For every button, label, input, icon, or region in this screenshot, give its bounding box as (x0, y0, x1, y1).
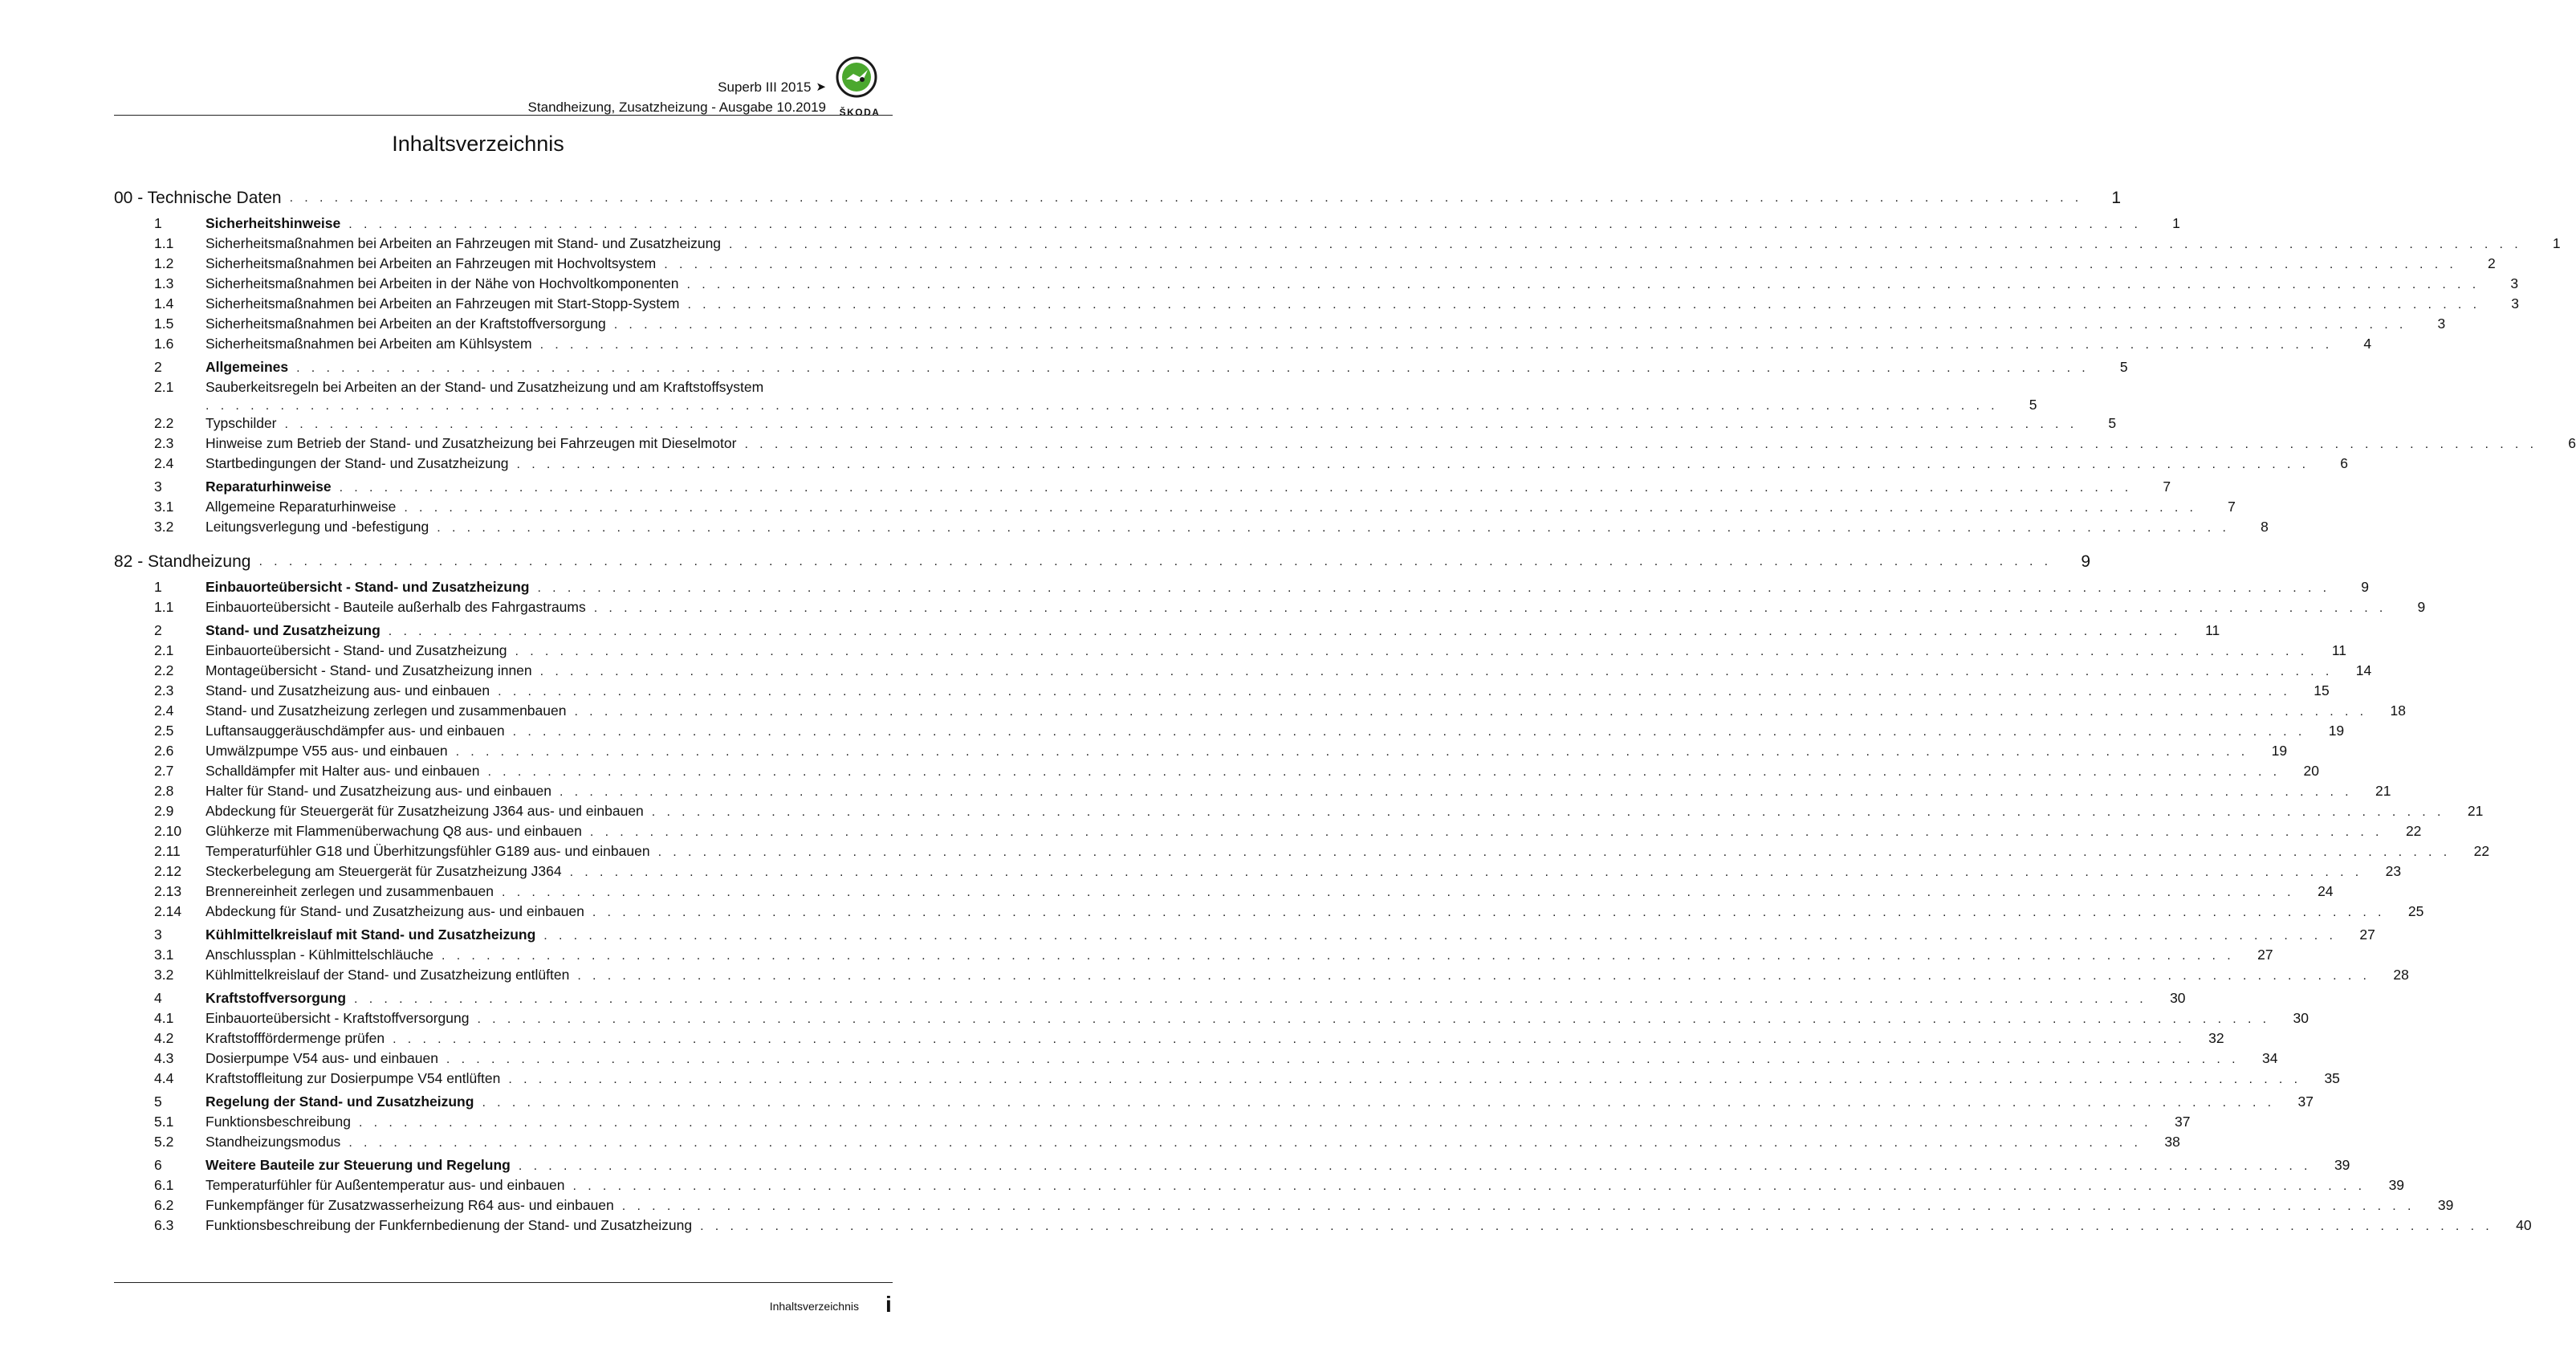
section-number: 6.1 (154, 1177, 174, 1193)
section-title: Temperaturfühler für Außentemperatur aus- und einbauen (206, 1177, 573, 1194)
dot-leader: . . . . . . . . . . . . . . . . . . . . . . . . . . . . . . . . . . . . . . . . . . . . . . . . . . . . . . . . . . . . . . . . . . . . . . . . . . . . . . . . . . . . . . . . . . . . . . . . . . . . . . . . . . . . . . . . . . . . . . . . (518, 1159, 2312, 1173)
dot-leader: . . . . . . . . . . . . . . . . . . . . . . . . . . . . . . . . . . . . . . . . . . . . . . . . . . . . . . . . . . . . . . . . . . . . . . . . . . . . . . . . . . . . . . . . . . . . . . . . . . . . . . . . . . . . . . . . . . . . . . . . (559, 785, 2353, 799)
page-number: 21 (2375, 783, 2391, 799)
dot-leader: . . . . . . . . . . . . . . . . . . . . . . . . . . . . . . . . . . . . . . . . . . . . . . . . . . . . . . . . . . . . . . . . . . . . . . . . . . . . . . . . . . . . . . . . . . . . . . . . . . . . . . . . . . . . . . . . . . . . . . . . (388, 625, 2182, 638)
toc-entry[interactable] (114, 883, 2334, 903)
page-number: 24 (2318, 883, 2334, 899)
section-title: Funktionsbeschreibung (206, 1114, 359, 1130)
page-number: 11 (2205, 622, 2220, 638)
toc-entry[interactable] (114, 1197, 2454, 1217)
section-title: Typschilder (206, 415, 285, 432)
dot-leader: . . . . . . . . . . . . . . . . . . . . . . . . . . . . . . . . . . . . . . . . . . . . . . . . . . . . . . . . . . . . . . . . . . . . . . . . . . . . . . . . . . . . . . . . . . . . . . . . . . . . . . . . . . . . . . . . . . . . . . . . (354, 992, 2147, 1006)
page-number: 1 (2111, 189, 2122, 207)
dot-leader: . . . . . . . . . . . . . . . . . . . . . . . . . . . . . . . . . . . . . . . . . . . . . . . . . . . . . . . . . . . . . . . . . . . . . . . . . . . . . . . . . . . . . . . . . . . . . . . . . . . . . . . . . . . . . . . . . . . . . . . . (348, 218, 2142, 231)
section-title: Sicherheitsmaßnahmen bei Arbeiten an Fahrzeugen mit Hochvoltsystem (206, 255, 664, 272)
dot-leader: . . . . . . . . . . . . . . . . . . . . . . . . . . . . . . . . . . . . . . . . . . . . . . . . . . . . . . . . . . . . . . . . . . . . . . . . . . . . . . . . . . . . . . . . . . . . . . . . . . . . . . . . . . . . . . . . . . . . . . . . (296, 361, 2090, 375)
header-model-line (528, 77, 826, 97)
page-number: 25 (2407, 903, 2424, 919)
toc-entry[interactable] (114, 1177, 2405, 1197)
toc-section[interactable] (114, 1093, 2314, 1114)
toc-entry[interactable] (114, 723, 2345, 743)
section-number: 4.4 (154, 1070, 174, 1086)
toc-entry[interactable] (114, 823, 2422, 843)
dot-leader: . . . . . . . . . . . . . . . . . . . . . . . . . . . . . . . . . . . . . . . . . . . . . . . . . . . . . . . . . . . . . . . . . . . . . . . . . . . . . . . . . . . . . . . . . . . . . . . . . . . . . . . . . . . . . . . . . . . . . . . . (744, 438, 2537, 451)
toc-entry[interactable] (114, 642, 2347, 662)
section-title: Luftansauggeräuschdämpfer aus- und einbauen (206, 723, 513, 739)
page-number: 37 (2175, 1114, 2191, 1130)
section-number: 6 (154, 1157, 162, 1173)
dot-leader: . . . . . . . . . . . . . . . . . . . . . . . . . . . . . . . . . . . . . . . . . . . . . . . . . . . . . . . . . . . . . . . . . . . . . . . . . . . . . . . . . . . . . . . . . . . . . . . . . . . . . . . . . . . . . . . . . . . . . . . . (206, 399, 1999, 413)
toc-entry[interactable] (114, 903, 2424, 923)
section-title: Sicherheitsmaßnahmen bei Arbeiten in der Nähe von Hochvoltkomponenten (206, 275, 687, 292)
section-number: 1.6 (154, 336, 174, 352)
toc-section[interactable] (114, 622, 2220, 642)
table-of-contents (114, 185, 2576, 1237)
section-number: 2.4 (154, 455, 174, 471)
dot-leader: . . . . . . . . . . . . . . . . . . . . . . . . . . . . . . . . . . . . . . . . . . . . . . . . . . . . . . . . . . . . . . . . . . . . . . . . . . . . . . . . . . . . . . . . . . . . . . . . . . . . . . . . . . . . . . . . . . . . . . . . (482, 1096, 2275, 1110)
toc-entry[interactable] (114, 662, 2372, 682)
dot-leader: . . . . . . . . . . . . . . . . . . . . . . . . . . . . . . . . . . . . . . . . . . . . . . . . . . . . . . . . . . . . . . . . . . . . . . . . . . . . . . . . . . . . . . . . . . . . . . . . . . . . . . . . . . . . . . . . . . . . . . . . (589, 825, 2383, 839)
page-number: 3 (2510, 275, 2519, 291)
section-title: Kühlmittelkreislauf der Stand- und Zusatzheizung entlüften (206, 967, 577, 983)
section-title: Weitere Bauteile zur Steuerung und Regelung (206, 1157, 519, 1174)
toc-entry[interactable] (114, 843, 2490, 863)
section-title: Kühlmittelkreislauf mit Stand- und Zusatzheizung (206, 926, 543, 943)
dot-leader: . . . . . . . . . . . . . . . . . . . . . . . . . . . . . . . . . . . . . . . . . . . . . . . . . . . . . . . . . . . . . . . . . . . . . . . . . . . . . . . . . . . . . . . . . . . . . . . . . . . . . . . . . . . . . . . . . . . . . . . . (664, 258, 2457, 271)
dot-leader: . . . . . . . . . . . . . . . . . . . . . . . . . . . . . . . . . . . . . . . . . . . . . . . . . . . . . . . . . . . . . . . . . . . . . . . . . . . . . . . . . . . . . . . . . . . . . . . . . . . . . . . . . . . . . . . . . . . . . . . . (577, 969, 2370, 983)
dot-leader: . . . . . . . . . . . . . . . . . . . . . . . . . . . . . . . . . . . . . . . . . . . . . . . . . . . . . . . . . . . . . . . . . . . . . . . . . . . . . . . . . . . . . . . . . . . . . . . . . . . . . . . . . . . . . . . . . . . . . . . . (455, 745, 2249, 759)
dot-leader: . . . . . . . . . . . . . . . . . . . . . . . . . . . . . . . . . . . . . . . . . . . . . . . . . . . . . . . . . . . . . . . . . . . . . . . . . . . . . . . . . . . . . . . . . . . . . . . . . . . . . . . . . . . . . . . . . . . . . . . . (284, 417, 2078, 431)
toc-entry[interactable] (114, 1070, 2340, 1090)
toc-section[interactable] (114, 926, 2375, 947)
section-number: 2.6 (154, 743, 174, 759)
section-title: Allgemeine Reparaturhinweise (206, 499, 404, 515)
toc-section[interactable] (114, 990, 2186, 1010)
dot-leader: . . . . . . . . . . . . . . . . . . . . . . . . . . . . . . . . . . . . . . . . . . . . . . . . . . . . . . . . . . . . . . . . . . . . . . . . . . . . . . . . . . . . . . . . . . . . . . . . . . . . . . . . . . . . . . . . . . . . . . . . (593, 601, 2387, 615)
section-title: Stand- und Zusatzheizung aus- und einbauen (206, 682, 498, 699)
toc-entry[interactable] (114, 336, 2372, 356)
section-number: 3.2 (154, 519, 174, 535)
dot-leader: . . . . . . . . . . . . . . . . . . . . . . . . . . . . . . . . . . . . . . . . . . . . . . . . . . . . . . . . . . . . . . . . . . . . . . . . . . . . . . . . . . . . . . . . . . . . . . . . . . . . . . . . . . . . . . . . . . . . . . . . (508, 1073, 2301, 1086)
section-title: Einbauorteübersicht - Kraftstoffversorgung (206, 1010, 477, 1027)
section-number: 5.2 (154, 1134, 174, 1150)
section-title: Standheizungsmodus (206, 1134, 348, 1150)
toc-chapter[interactable] (114, 185, 2122, 212)
page-number: 20 (2303, 763, 2319, 779)
dot-leader: . . . . . . . . . . . . . . . . . . . . . . . . . . . . . . . . . . . . . . . . . . . . . . . . . . . . . . . . . . . . . . . . . . . . . . . . . . . . . . . . . . . . . . . . . . . . . . . . . . . . . . . . . . . . . . . . . . . . . . . . (502, 886, 2295, 899)
section-title: Leitungsverlegung und -befestigung (206, 519, 437, 536)
section-number: 1.1 (154, 599, 174, 615)
page-number: 39 (2334, 1157, 2350, 1173)
section-title: Sicherheitsmaßnahmen bei Arbeiten an der Kraftstoffversorgung (206, 316, 614, 332)
page-number: 8 (2261, 519, 2269, 535)
toc-entry[interactable] (114, 275, 2519, 295)
section-title: Sauberkeitsregeln bei Arbeiten an der Stand- und Zusatzheizung und am Kraftstoffsystem (206, 379, 764, 395)
section-number: 2.14 (154, 903, 182, 919)
section-number: 1.3 (154, 275, 174, 291)
dot-leader: . . . . . . . . . . . . . . . . . . . . . . . . . . . . . . . . . . . . . . . . . . . . . . . . . . . . . . . . . . . . . . . . . . . . . . . . . . . . . . . . . . . . . . . . . . . . . . . . . . . . . . . . . . . . . . . . . . . . . . . . (574, 705, 2367, 719)
section-number: 1.5 (154, 316, 174, 332)
dot-leader: . . . . . . . . . . . . . . . . . . . . . . . . . . . . . . . . . . . . . . . . . . . . . . . . . . . . . . . . . . . . . . . . . . . . . . . . . . . . . . . . . . . . . . . . . . . . . . . . . . . . . . . . . . . . . . . . . . . . . . . . (657, 845, 2452, 859)
section-title: Dosierpumpe V54 aus- und einbauen (206, 1050, 446, 1067)
toc-entry[interactable] (114, 1134, 2180, 1154)
toc-entry[interactable] (114, 682, 2330, 702)
section-number: 3.2 (154, 967, 174, 983)
section-number: 2.1 (154, 379, 174, 395)
section-number: 1 (154, 215, 162, 231)
toc-entry[interactable] (114, 295, 2519, 316)
section-title: Funktionsbeschreibung der Funkfernbedienung der Stand- und Zusatzheizung (206, 1217, 700, 1234)
section-title: Sicherheitshinweise (206, 215, 348, 232)
dot-leader: . . . . . . . . . . . . . . . . . . . . . . . . . . . . . . . . . . . . . . . . . . . . . . . . . . . . . . . . . . . . . . . . . . . . . . . . . . . . . . . . . . . . . . . . . . . . . . . . . . . . . . . . . . . . . . . . . . . . . . . . (687, 298, 2480, 312)
chapter-title: 82 - Standheizung (114, 552, 258, 572)
page-number: 2 (2488, 255, 2496, 271)
dot-leader: . . . . . . . . . . . . . . . . . . . . . . . . . . . . . . . . . . . . . . . . . . . . . . . . . . . . . . . . . . . . . . . . . . . . . . . . . . . . . . . . . . . . . . . . . . . . . . . . . . . . . . . . . . . . . . . . . . . . . . . . (487, 765, 2281, 779)
page-number: 3 (2511, 295, 2519, 312)
dot-leader: . . . . . . . . . . . . . . . . . . . . . . . . . . . . . . . . . . . . . . . . . . . . . . . . . . . . . . . . . . . . . . . . . . . . . . . . . . . . . . . . . . . . . . . . . . . . . . . . . . . . . . . . . . . . . . . . . . . . . . . . (686, 278, 2480, 291)
toc-entry[interactable] (114, 763, 2319, 783)
dot-leader: . . . . . . . . . . . . . . . . . . . . . . . . . . . . . . . . . . . . . . . . . . . . . . . . . . . . . . . . . . . . . . . . . . . . . . . . . . . . . . . . . . . . . . . . . . . . . . . . . . . . . . . . . . . . . . . . . . . . . . . . (393, 1032, 2186, 1046)
page-number: 15 (2314, 682, 2330, 698)
page-number: 40 (2516, 1217, 2532, 1233)
section-title: Sicherheitsmaßnahmen bei Arbeiten an Fahrzeugen mit Start-Stopp-System (206, 295, 687, 312)
dot-leader: . . . . . . . . . . . . . . . . . . . . . . . . . . . . . . . . . . . . . . . . . . . . . . . . . . . . . . . . . . . . . . . . . . . . . . . . . . . . . . . . . . . . . . . . . . . . . . . . . . . . . . . . . . . . . . . . . . . . . . . . (621, 1199, 2415, 1213)
toc-entry[interactable] (114, 702, 2406, 723)
dot-leader: . . . . . . . . . . . . . . . . . . . . . . . . . . . . . . . . . . . . . . . . . . . . . . . . . . . . . . . . . . . . . . . . . . . . . . . . . . . . . . . . . . . . . . . . . . . . . . . . . . . . . . . . . . . . . . . . . . . . . . . . (539, 665, 2334, 678)
section-title: Abdeckung für Stand- und Zusatzheizung aus- und einbauen (206, 903, 592, 920)
section-title: Sicherheitsmaßnahmen bei Arbeiten an Fahrzeugen mit Stand- und Zusatzheizung (206, 235, 729, 252)
toc-section[interactable] (114, 478, 2171, 499)
toc-entry[interactable] (114, 316, 2446, 336)
dot-leader: . . . . . . . . . . . . . . . . . . . . . . . . . . . . . . . . . . . . . . . . . . . . . . . . . . . . . . . . . . . . . . . . . . . . . . . . . . . . . . . . . . . . . . . . . . . . . . . . . . . . . . . . . . . . . . . . . . . . . . . . (404, 501, 2197, 515)
dot-leader: . . . . . . . . . . . . . . . . . . . . . . . . . . . . . . . . . . . . . . . . . . . . . . . . . . . . . . . . . . . . . . . . . . . . . . . . . . . . . . . . . . . . . . . . . . . . . . . . . . . . . . . . . . . . . . . . . . . . . . . . (477, 1012, 2270, 1026)
toc-entry[interactable] (114, 863, 2402, 883)
section-number: 3.1 (154, 947, 174, 963)
dot-leader: . . . . . . . . . . . . . . . . . . . . . . . . . . . . . . . . . . . . . . . . . . . . . . . . . . . . . . . . . . . . . . . . . . . . . . . . . . . . . . . . . . . . . . . . . . . . . . . . . . . . . . . . . . . . . . . . . . . . . . . . (569, 865, 2363, 879)
section-title: Schalldämpfer mit Halter aus- und einbauen (206, 763, 487, 780)
section-number: 4.1 (154, 1010, 174, 1026)
section-title: Steckerbelegung am Steuergerät für Zusatzheizung J364 (206, 863, 570, 880)
dot-leader: . . . . . . . . . . . . . . . . . . . . . . . . . . . . . . . . . . . . . . . . . . . . . . . . . . . . . . . . . . . . . . . . . . . . . . . . . . . . . . . . . . . . . . . . . . . . . . . . . . . . . . . . . . . . . . . . . . . . . . . . (437, 521, 2230, 535)
toc-entry[interactable] (114, 967, 2409, 987)
section-number: 5.1 (154, 1114, 174, 1130)
page-number: 19 (2271, 743, 2288, 759)
page-number: 3 (2437, 316, 2446, 332)
footer-page-number: i (885, 1292, 892, 1317)
page-number: 5 (2029, 397, 2037, 413)
dot-leader: . . . . . . . . . . . . . . . . . . . . . . . . . . . . . . . . . . . . . . . . . . . . . . . . . . . . . . . . . . . . . . . . . . . . . . . . . . . . . . . . . . . . . . . . . . . . . . . . . . . . . . . . . . . . . . . . . . . . . . . . (358, 1116, 2152, 1130)
dot-leader: . . . . . . . . . . . . . . . . . . . . . . . . . . . . . . . . . . . . . . . . . . . . . . . . . . . . . . . . . . . . . . . . . . . . . . . . . . . . . . . . . . . . . . . . . . . . . . . . . . . . . . . . . . . . . . . . . . . . . . . . (572, 1179, 2366, 1193)
section-number: 2.5 (154, 723, 174, 739)
dot-leader: . . . . . . . . . . . . . . . . . . . . . . . . . . . . . . . . . . . . . . . . . . . . . . . . . . . . . . . . . . . . . . . . . . . . . . . . . . . . . . . . . . . . . . . . . . . . . . . . . . . . . . . . . . . . . . . . . . . . . . . . (512, 725, 2306, 739)
dot-leader: . . . . . . . . . . . . . . . . . . . . . . . . . . . . . . . . . . . . . . . . . . . . . . . . . . . . . . . . . . . . . . . . . . . . . . . . . . . . . . . . . . . . . . . . . . . . . . . . . . . . . . . . . . . . . . . . . . . . . . . . (446, 1053, 2240, 1066)
header-model: Superb III 2015 (718, 79, 812, 95)
section-number: 1.1 (154, 235, 174, 251)
section-number: 4 (154, 990, 162, 1006)
section-title: Startbedingungen der Stand- und Zusatzheizung (206, 455, 517, 472)
page-title: Inhaltsverzeichnis (392, 132, 564, 156)
section-title: Umwälzpumpe V55 aus- und einbauen (206, 743, 456, 759)
section-title: Glühkerze mit Flammenüberwachung Q8 aus- und einbauen (206, 823, 590, 840)
dot-leader: . . . . . . . . . . . . . . . . . . . . . . . . . . . . . . . . . . . . . . . . . . . . . . . . . . . . . . . . . . . . . . . . . . . . . . . . . . . . . . . . . . . . . . . . . . . . . . . . . . . . . . . . . . . . . . . . . . . . . . . . (289, 191, 2083, 205)
page-number: 4 (2363, 336, 2372, 352)
dot-leader: . . . . . . . . . . . . . . . . . . . . . . . . . . . . . . . . . . . . . . . . . . . . . . . . . . . . . . . . . . . . . . . . . . . . . . . . . . . . . . . . . . . . . . . . . . . . . . . . . . . . . . . . . . . . . . . . . . . . . . . . (613, 318, 2407, 332)
section-number: 2.10 (154, 823, 182, 839)
section-number: 2.11 (154, 843, 181, 859)
header-divider (114, 115, 893, 116)
section-number: 4.3 (154, 1050, 174, 1066)
toc-entry[interactable] (114, 1217, 2532, 1237)
toc-entry[interactable] (114, 499, 2236, 519)
section-number: 2.3 (154, 435, 174, 451)
section-title: Stand- und Zusatzheizung zerlegen und zusammenbauen (206, 702, 574, 719)
section-title: Montageübersicht - Stand- und Zusatzheizung innen (206, 662, 540, 679)
section-number: 1.4 (154, 295, 174, 312)
section-title: Funkempfänger für Zusatzwasserheizung R64 aus- und einbauen (206, 1197, 622, 1214)
page-number: 30 (2170, 990, 2186, 1006)
page-number: 39 (2437, 1197, 2454, 1213)
toc-entry[interactable] (114, 743, 2288, 763)
document-header (528, 77, 826, 117)
header-subtitle: Standheizung, Zusatzheizung - Ausgabe 10.2019 (527, 100, 826, 115)
toc-entry[interactable] (114, 415, 2117, 435)
page-number: 5 (2119, 359, 2128, 375)
toc-section[interactable] (114, 1157, 2350, 1177)
page-number: 9 (2081, 552, 2090, 571)
section-title: Hinweise zum Betrieb der Stand- und Zusatzheizung bei Fahrzeugen mit Dieselmotor (206, 435, 744, 452)
page-number: 22 (2473, 843, 2490, 859)
toc-entry[interactable] (114, 1050, 2278, 1070)
section-number: 2.3 (154, 682, 174, 698)
page-number: 39 (2388, 1177, 2405, 1193)
dot-leader: . . . . . . . . . . . . . . . . . . . . . . . . . . . . . . . . . . . . . . . . . . . . . . . . . . . . . . . . . . . . . . . . . . . . . . . . . . . . . . . . . . . . . . . . . . . . . . . . . . . . . . . . . . . . . . . . . . . . . . . . (651, 805, 2445, 819)
toc-entry[interactable] (114, 255, 2496, 275)
page-number: 34 (2261, 1050, 2278, 1066)
section-title: Einbauorteübersicht - Bauteile außerhalb des Fahrgastraums (206, 599, 594, 616)
dot-leader: . . . . . . . . . . . . . . . . . . . . . . . . . . . . . . . . . . . . . . . . . . . . . . . . . . . . . . . . . . . . . . . . . . . . . . . . . . . . . . . . . . . . . . . . . . . . . . . . . . . . . . . . . . . . . . . . . . . . . . . . (543, 929, 2337, 943)
section-number: 1 (154, 579, 162, 595)
dot-leader: . . . . . . . . . . . . . . . . . . . . . . . . . . . . . . . . . . . . . . . . . . . . . . . . . . . . . . . . . . . . . . . . . . . . . . . . . . . . . . . . . . . . . . . . . . . . . . . . . . . . . . . . . . . . . . . . . . . . . . . . (516, 458, 2310, 471)
page-number: 21 (2467, 803, 2484, 819)
page-number: 27 (2257, 947, 2273, 963)
page-number: 6 (2568, 435, 2576, 451)
page-number: 6 (2340, 455, 2349, 471)
page-number: 28 (2393, 967, 2409, 983)
page-number: 9 (2361, 579, 2370, 595)
page-number: 22 (2405, 823, 2422, 839)
toc-chapter[interactable] (114, 548, 2090, 576)
dot-leader: . . . . . . . . . . . . . . . . . . . . . . . . . . . . . . . . . . . . . . . . . . . . . . . . . . . . . . . . . . . . . . . . . . . . . . . . . . . . . . . . . . . . . . . . . . . . . . . . . . . . . . . . . . . . . . . . . . . . . . . . (348, 1136, 2142, 1150)
section-title: Brennereinheit zerlegen und zusammenbauen (206, 883, 502, 900)
toc-entry[interactable] (114, 599, 2426, 619)
section-title: Reparaturhinweise (206, 478, 340, 495)
section-title: Anschlussplan - Kühlmittelschläuche (206, 947, 442, 963)
page-number: 23 (2385, 863, 2402, 879)
toc-entry[interactable] (114, 379, 2037, 415)
section-title: Einbauorteübersicht - Stand- und Zusatzheizung (206, 579, 537, 596)
section-number: 2.4 (154, 702, 174, 719)
footer-divider (114, 1282, 893, 1283)
dot-leader: . . . . . . . . . . . . . . . . . . . . . . . . . . . . . . . . . . . . . . . . . . . . . . . . . . . . . . . . . . . . . . . . . . . . . . . . . . . . . . . . . . . . . . . . . . . . . . . . . . . . . . . . . . . . . . . . . . . . . . . . (498, 685, 2291, 698)
section-number: 6.2 (154, 1197, 174, 1213)
toc-entry[interactable] (114, 783, 2391, 803)
page-number: 14 (2355, 662, 2372, 678)
page-number: 32 (2208, 1030, 2224, 1046)
section-number: 2.12 (154, 863, 182, 879)
dot-leader: . . . . . . . . . . . . . . . . . . . . . . . . . . . . . . . . . . . . . . . . . . . . . . . . . . . . . . . . . . . . . . . . . . . . . . . . . . . . . . . . . . . . . . . . . . . . . . . . . . . . . . . . . . . . . . . . . . . . . . . . (537, 581, 2331, 595)
toc-entry[interactable] (114, 1010, 2309, 1030)
dot-leader: . . . . . . . . . . . . . . . . . . . . . . . . . . . . . . . . . . . . . . . . . . . . . . . . . . . . . . . . . . . . . . . . . . . . . . . . . . . . . . . . . . . . . . . . . . . . . . . . . . . . . . . . . . . . . . . . . . . . . . . . (700, 1220, 2493, 1233)
skoda-logo (836, 56, 884, 118)
toc-section[interactable] (114, 215, 2180, 235)
page-number: 9 (2417, 599, 2426, 615)
page-number: 1 (2552, 235, 2561, 251)
toc-section[interactable] (114, 579, 2370, 599)
dot-leader: . . . . . . . . . . . . . . . . . . . . . . . . . . . . . . . . . . . . . . . . . . . . . . . . . . . . . . . . . . . . . . . . . . . . . . . . . . . . . . . . . . . . . . . . . . . . . . . . . . . . . . . . . . . . . . . . . . . . . . . . (592, 906, 2386, 919)
brand-wordmark: ŠKODA (839, 107, 881, 118)
section-number: 1.2 (154, 255, 174, 271)
section-title: Kraftstoffversorgung (206, 990, 354, 1007)
section-number: 3.1 (154, 499, 174, 515)
page-number: 19 (2328, 723, 2345, 739)
page-number: 7 (2228, 499, 2236, 515)
section-title: Stand- und Zusatzheizung (206, 622, 389, 639)
section-number: 5 (154, 1093, 162, 1110)
page-number: 5 (2108, 415, 2117, 431)
section-number: 2.2 (154, 415, 174, 431)
toc-entry[interactable] (114, 947, 2273, 967)
section-title: Regelung der Stand- und Zusatzheizung (206, 1093, 482, 1110)
page-number: 18 (2390, 702, 2406, 719)
toc-entry[interactable] (114, 1114, 2191, 1134)
section-number: 2.7 (154, 763, 174, 779)
page-number: 38 (2164, 1134, 2180, 1150)
page-number: 37 (2297, 1093, 2314, 1110)
toc-entry[interactable] (114, 803, 2484, 823)
section-title: Allgemeines (206, 359, 296, 376)
dot-leader: . . . . . . . . . . . . . . . . . . . . . . . . . . . . . . . . . . . . . . . . . . . . . . . . . . . . . . . . . . . . . . . . . . . . . . . . . . . . . . . . . . . . . . . . . . . . . . . . . . . . . . . . . . . . . . . . . . . . . . . . (258, 555, 2052, 568)
section-number: 2.13 (154, 883, 182, 899)
chapter-title: 00 - Technische Daten (114, 189, 290, 208)
section-title: Einbauorteübersicht - Stand- und Zusatzheizung (206, 642, 515, 659)
section-number: 2.9 (154, 803, 174, 819)
footer-section: Inhaltsverzeichnis (769, 1300, 859, 1313)
dot-leader: . . . . . . . . . . . . . . . . . . . . . . . . . . . . . . . . . . . . . . . . . . . . . . . . . . . . . . . . . . . . . . . . . . . . . . . . . . . . . . . . . . . . . . . . . . . . . . . . . . . . . . . . . . . . . . . . . . . . . . . . (515, 645, 2309, 658)
toc-entry-leader-line (114, 397, 2037, 415)
page-number: 27 (2359, 926, 2375, 943)
section-title: Kraftstofffördermenge prüfen (206, 1030, 393, 1047)
section-title: Temperaturfühler G18 und Überhitzungsfühler G189 aus- und einbauen (206, 843, 658, 860)
page-number: 7 (2163, 478, 2171, 495)
toc-entry-line (114, 379, 893, 397)
toc-entry[interactable] (114, 235, 2561, 255)
section-number: 2.2 (154, 662, 174, 678)
page-number: 11 (2331, 642, 2347, 658)
section-number: 3 (154, 926, 162, 943)
section-number: 2.1 (154, 642, 174, 658)
section-number: 2.8 (154, 783, 174, 799)
section-title: Sicherheitsmaßnahmen bei Arbeiten am Kühlsystem (206, 336, 540, 352)
toc-entry[interactable] (114, 519, 2269, 539)
section-title: Kraftstoffleitung zur Dosierpumpe V54 entlüften (206, 1070, 508, 1087)
skoda-logo-icon (836, 56, 877, 98)
dot-leader: . . . . . . . . . . . . . . . . . . . . . . . . . . . . . . . . . . . . . . . . . . . . . . . . . . . . . . . . . . . . . . . . . . . . . . . . . . . . . . . . . . . . . . . . . . . . . . . . . . . . . . . . . . . . . . . . . . . . . . . . (442, 949, 2235, 963)
dot-leader: . . . . . . . . . . . . . . . . . . . . . . . . . . . . . . . . . . . . . . . . . . . . . . . . . . . . . . . . . . . . . . . . . . . . . . . . . . . . . . . . . . . . . . . . . . . . . . . . . . . . . . . . . . . . . . . . . . . . . . . . (539, 338, 2334, 352)
page-number: 35 (2324, 1070, 2340, 1086)
chapter-spacer (114, 539, 893, 548)
section-number: 2 (154, 359, 162, 375)
toc-entry[interactable] (114, 455, 2349, 475)
toc-entry[interactable] (114, 1030, 2224, 1050)
section-title: Abdeckung für Steuergerät für Zusatzheizung J364 aus- und einbauen (206, 803, 652, 820)
section-number: 6.3 (154, 1217, 174, 1233)
page-number: 30 (2293, 1010, 2309, 1026)
dot-leader: . . . . . . . . . . . . . . . . . . . . . . . . . . . . . . . . . . . . . . . . . . . . . . . . . . . . . . . . . . . . . . . . . . . . . . . . . . . . . . . . . . . . . . . . . . . . . . . . . . . . . . . . . . . . . . . . . . . . . . . . (729, 238, 2522, 251)
toc-section[interactable] (114, 359, 2128, 379)
toc-entry[interactable] (114, 435, 2576, 455)
section-number: 4.2 (154, 1030, 174, 1046)
section-title: Halter für Stand- und Zusatzheizung aus- und einbauen (206, 783, 560, 800)
arrow-right-icon: ➤ (816, 80, 826, 94)
dot-leader: . . . . . . . . . . . . . . . . . . . . . . . . . . . . . . . . . . . . . . . . . . . . . . . . . . . . . . . . . . . . . . . . . . . . . . . . . . . . . . . . . . . . . . . . . . . . . . . . . . . . . . . . . . . . . . . . . . . . . . . . (339, 481, 2133, 495)
section-number: 2 (154, 622, 162, 638)
section-number: 3 (154, 478, 162, 495)
page-number: 1 (2172, 215, 2180, 231)
